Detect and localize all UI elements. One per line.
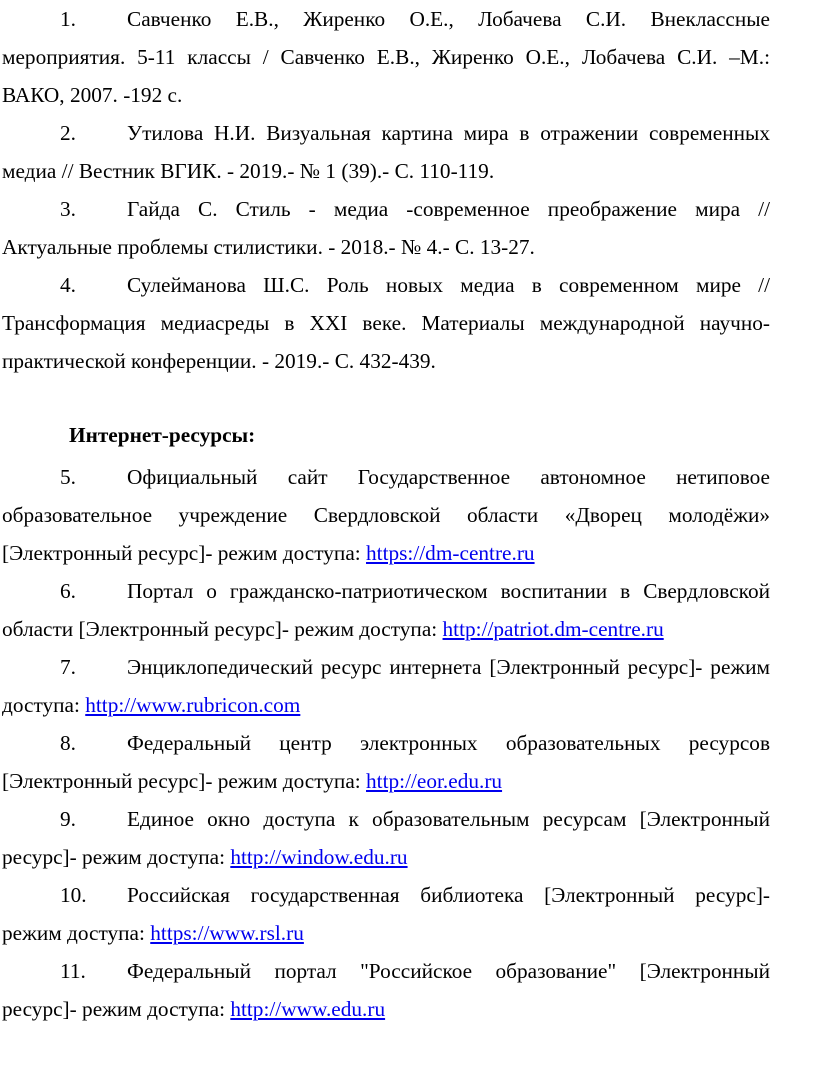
internet-resources-heading: Интернет-ресурсы: — [69, 423, 256, 447]
reference-link[interactable]: http://window.edu.ru — [230, 845, 408, 869]
reference-link[interactable]: http://eor.edu.ru — [366, 769, 503, 793]
reference-text: Портал о гражданско-патриотическом воспитании в Свердловской области [Электронный ресурс]- режим доступа: — [2, 579, 770, 641]
reference-item — [2, 724, 770, 800]
reference-item — [2, 190, 770, 266]
reference-number: 10. — [60, 883, 87, 907]
reference-number: 8. — [60, 731, 76, 755]
reference-number: 9. — [60, 807, 76, 831]
reference-number: 11. — [60, 959, 86, 983]
reference-link[interactable]: http://patriot.dm-centre.ru — [442, 617, 664, 641]
reference-link[interactable]: https://www.rsl.ru — [150, 921, 304, 945]
reference-item — [2, 952, 770, 1028]
reference-item — [2, 114, 770, 190]
reference-link[interactable]: https://dm-centre.ru — [366, 541, 535, 565]
reference-number: 3. — [60, 197, 76, 221]
reference-text: Энциклопедический ресурс интернета [Электронный ресурс]- режим доступа: — [2, 655, 770, 717]
reference-number: 5. — [60, 465, 76, 489]
reference-item — [2, 266, 770, 380]
reference-item — [2, 0, 770, 114]
reference-text: Российская государственная библиотека [Электронный ресурс]- режим доступа: — [2, 883, 770, 945]
reference-text: Утилова Н.И. Визуальная картина мира в отражении современных медиа // Вестник ВГИК. - 2019.- № 1 (39).- С. 110-119. — [2, 121, 770, 183]
reference-number: 4. — [60, 273, 76, 297]
reference-number: 2. — [60, 121, 76, 145]
reference-item — [2, 458, 770, 572]
reference-item — [2, 572, 770, 648]
reference-item — [2, 800, 770, 876]
reference-text: Гайда С. Стиль - медиа -современное преображение мира // Актуальные проблемы стилистики. - 2018.- № 4.- С. 13-27. — [2, 197, 770, 259]
reference-link[interactable]: http://www.rubricon.com — [85, 693, 301, 717]
reference-link[interactable]: http://www.edu.ru — [230, 997, 386, 1021]
reference-item — [2, 648, 770, 724]
section-spacer — [2, 380, 770, 416]
reference-number: 1. — [60, 7, 76, 31]
reference-text: Федеральный центр электронных образовательных ресурсов [Электронный ресурс]- режим доступа: — [2, 731, 770, 793]
reference-number: 6. — [60, 579, 76, 603]
reference-text: Федеральный портал "Российское образование" [Электронный ресурс]- режим доступа: — [2, 959, 770, 1021]
reference-item — [2, 876, 770, 952]
reference-text: Единое окно доступа к образовательным ресурсам [Электронный ресурс]- режим доступа: — [2, 807, 770, 869]
reference-text: Сулейманова Ш.С. Роль новых медиа в современном мире // Трансформация медиасреды в XXI веке. Материалы международной научно-практической конференции. - 2019.- С. 432-439. — [2, 273, 770, 373]
reference-text: Савченко Е.В., Жиренко О.Е., Лобачева С.И. Внеклассные мероприятия. 5-11 классы / Савченко Е.В., Жиренко О.Е., Лобачева С.И. –М.: ВАКО, 2007. -192 с. — [2, 7, 770, 107]
reference-text: Официальный сайт Государственное автономное нетиповое образовательное учреждение Свердловской области «Дворец молодёжи» [Электронный ресурс]- режим доступа: — [2, 465, 770, 565]
reference-number: 7. — [60, 655, 76, 679]
